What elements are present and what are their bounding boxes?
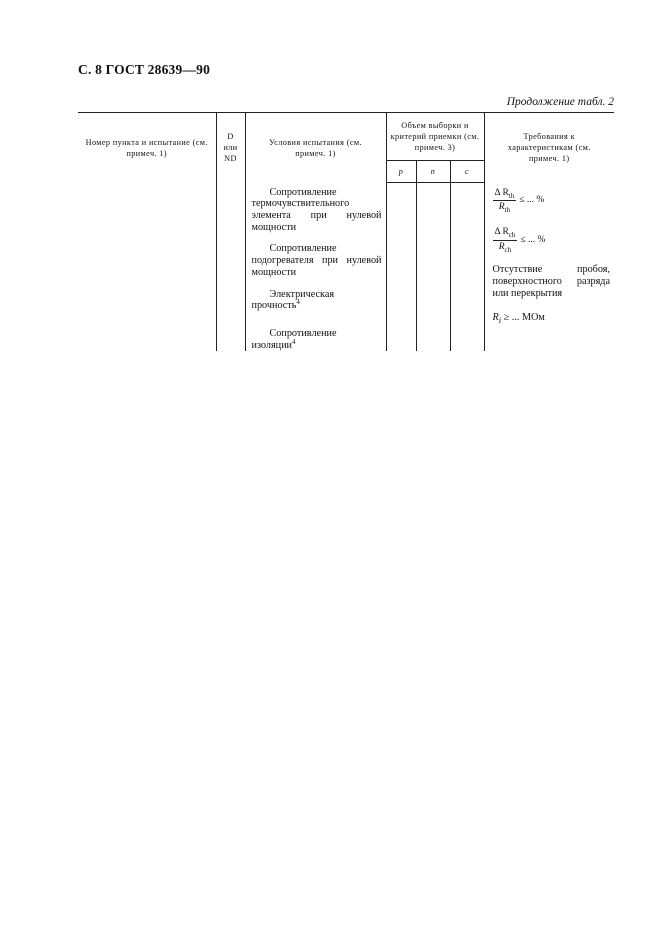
condition-insulation-resistance	[252, 328, 382, 351]
header-item: Номер пункта и испытание (см. примеч. 1)	[78, 113, 216, 183]
condition-thermistor-resistance: Сопротивление термочувствительного элемента при нулевой мощности	[251, 186, 382, 233]
cell-c	[450, 183, 484, 352]
header-d-nd-line3: ND	[224, 154, 237, 164]
formula-symbol: R	[492, 312, 499, 324]
formula-subscript: i	[498, 315, 502, 326]
requirement-insulation-formula	[493, 312, 611, 326]
test-table	[78, 112, 614, 351]
footnote-ref: 4	[292, 337, 296, 346]
formula-subscript: th	[508, 191, 515, 200]
formula-denominator: R	[498, 242, 505, 253]
formula-relation: ≤ ... %	[519, 195, 545, 206]
header-sample: Объем выборки и критерий приемки (см. примеч. 3)	[386, 113, 484, 161]
requirement-heater-formula	[493, 227, 546, 254]
condition-dielectric-strength-text: Электрическая прочность	[251, 288, 335, 312]
condition-heater-resistance: Сопротивление подогревателя при нулевой мощности	[251, 243, 382, 278]
formula-numerator: Δ R	[494, 187, 509, 198]
header-requirements: Требования к характеристикам (см. примеч. 1)	[484, 113, 614, 183]
formula-denominator: R	[498, 202, 505, 213]
formula-subscript: th	[504, 206, 510, 215]
formula-subscript: ch	[504, 246, 512, 255]
header-c: c	[450, 161, 484, 183]
formula-numerator: Δ R	[494, 227, 509, 238]
cell-n	[416, 183, 450, 352]
formula-relation: ≥ ... МОм	[503, 312, 545, 324]
cell-item	[78, 183, 216, 352]
header-d-nd	[216, 113, 245, 183]
condition-insulation-resistance-text: Сопротивление изоляции	[251, 327, 337, 351]
table-row	[78, 183, 614, 352]
header-n: n	[416, 161, 450, 183]
formula-relation: ≤ ... %	[520, 235, 546, 246]
condition-dielectric-strength	[252, 289, 382, 312]
cell-p	[386, 183, 416, 352]
cell-requirements	[484, 183, 614, 352]
cell-conditions	[245, 183, 386, 352]
header-conditions: Условия испытания (см. примеч. 1)	[245, 113, 386, 183]
requirement-thermistor-formula	[493, 188, 545, 215]
header-p: p	[386, 161, 416, 183]
footnote-ref: 4	[296, 298, 300, 307]
header-d-nd-line1: D	[227, 132, 234, 142]
page-header: С. 8 ГОСТ 28639—90	[78, 62, 211, 77]
table-continuation-label: Продолжение табл. 2	[506, 96, 614, 108]
formula-subscript: ch	[508, 231, 516, 240]
requirement-no-breakdown: Отсутствие пробоя, поверхностного разряда или перекрытия	[492, 264, 610, 299]
header-d-nd-line2: или	[223, 143, 238, 153]
cell-d-nd	[216, 183, 245, 352]
